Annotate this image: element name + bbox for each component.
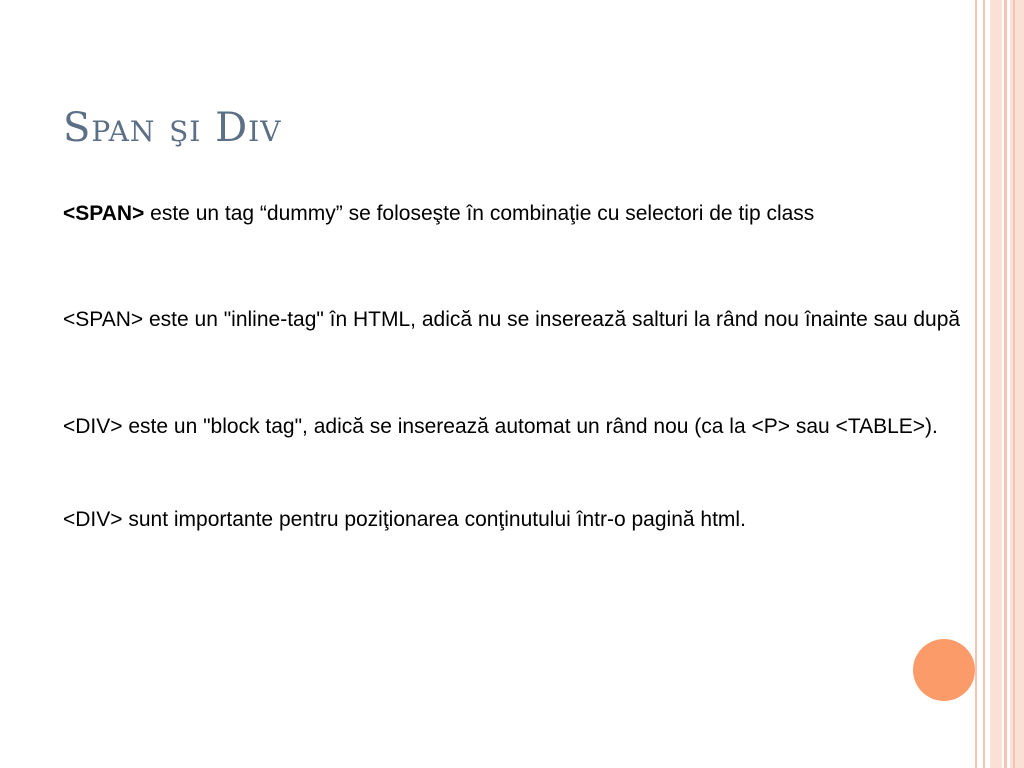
decorative-stripe bbox=[990, 0, 1002, 768]
paragraph-span-inline: <SPAN> este un "inline-tag" în HTML, adică nu se inserează salturi la rând nou înainte sau după bbox=[63, 308, 961, 331]
accent-circle bbox=[913, 639, 975, 701]
span-tag-bold: <SPAN> bbox=[63, 202, 145, 225]
slide-title: Span şi Div bbox=[63, 105, 282, 151]
paragraph-div-block: <DIV> este un "block tag", adică se inserează automat un rând nou (ca la <P> sau <TABLE>). bbox=[63, 415, 938, 438]
decorative-stripe bbox=[1013, 0, 1015, 768]
paragraph-span-dummy bbox=[63, 198, 823, 229]
decorative-stripe bbox=[975, 0, 977, 768]
decorative-stripe bbox=[1004, 0, 1007, 768]
paragraph-span-dummy-text: este un tag “dummy” se foloseşte în combinaţie cu selectori de tip class bbox=[144, 202, 815, 225]
paragraph-div-importance: <DIV> sunt importante pentru poziţionarea conţinutului într-o pagină html. bbox=[63, 508, 746, 531]
decorative-stripe bbox=[983, 0, 985, 768]
